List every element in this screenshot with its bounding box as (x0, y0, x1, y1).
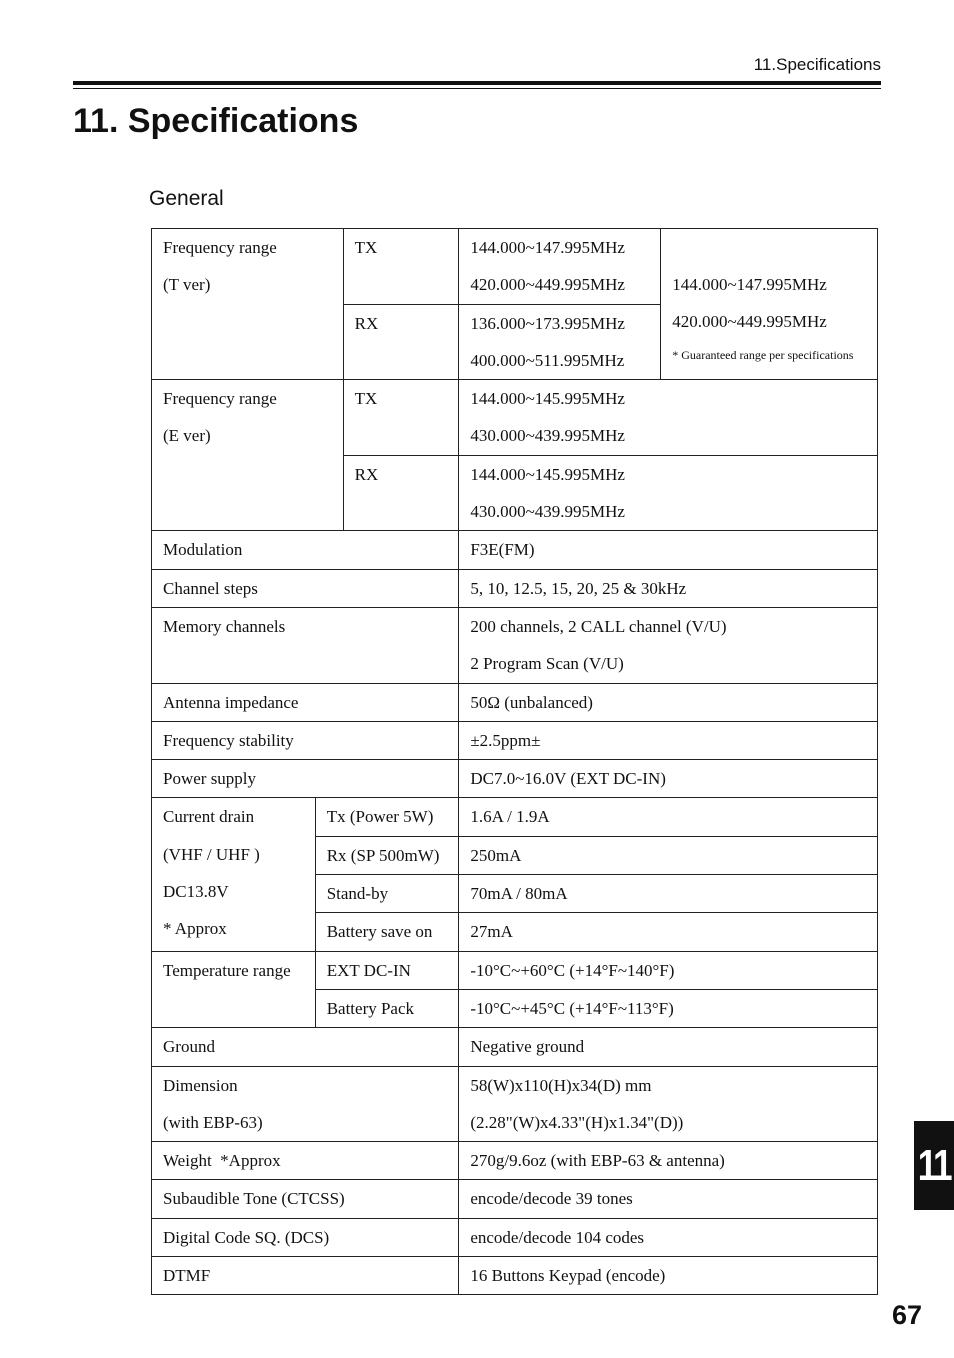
row-label (152, 607, 459, 683)
row-label (152, 1066, 459, 1142)
value-line: (2.28"(W)x4.33"(H)x1.34"(D)) (470, 1112, 684, 1132)
table-row (152, 1066, 878, 1142)
label-line: (E ver) (163, 426, 211, 446)
row-value (459, 683, 878, 721)
row-label (152, 531, 459, 569)
mode-text: Battery Pack (326, 998, 415, 1018)
value-text: DC7.0~16.0V (EXT DC-IN) (470, 769, 666, 789)
label-line: Frequency range (163, 389, 277, 409)
table-row (152, 531, 878, 569)
label-text: Modulation (163, 540, 243, 560)
row-value (459, 798, 878, 836)
row-value (459, 1142, 878, 1180)
row-value (459, 1180, 878, 1218)
table-row (152, 1028, 878, 1066)
label-text: Memory channels (163, 616, 286, 636)
label-text: Power supply (163, 769, 257, 789)
label-text: Weight *Approx (163, 1151, 281, 1171)
mode-cell (315, 798, 459, 836)
value-text: 70mA / 80mA (470, 884, 568, 904)
mode-text: Rx (SP 500mW) (326, 845, 440, 865)
row-value (459, 836, 878, 874)
value-text: -10°C~+60°C (+14°F~140°F) (470, 960, 675, 980)
table-row (152, 569, 878, 607)
row-value (459, 721, 878, 759)
rx-values (459, 455, 878, 531)
guaranteed-note: * Guaranteed range per specifications (672, 347, 854, 362)
label-line: (VHF / UHF ) (163, 844, 260, 864)
label-text: Subaudible Tone (CTCSS) (163, 1189, 345, 1209)
value-line: 144.000~147.995MHz (672, 275, 827, 294)
page-number: 67 (891, 1300, 922, 1330)
tx-values (459, 229, 661, 305)
rx-text: RX (354, 313, 379, 333)
row-label (152, 1028, 459, 1066)
value-line: 200 channels, 2 CALL channel (V/U) (470, 616, 727, 636)
value-line: 144.000~145.995MHz (470, 464, 625, 484)
label-text: Channel steps (163, 578, 258, 598)
rx-label (343, 304, 459, 380)
row-value (459, 1028, 878, 1066)
value-text: 1.6A / 1.9A (470, 807, 550, 827)
label-text: Antenna impedance (163, 692, 299, 712)
row-label (152, 1180, 459, 1218)
value-text: 250mA (470, 845, 522, 865)
value-line: 136.000~173.995MHz (470, 313, 625, 333)
row-value (459, 989, 878, 1027)
value-text: 5, 10, 12.5, 15, 20, 25 & 30kHz (470, 578, 687, 598)
row-value (459, 951, 878, 989)
row-label (152, 1257, 459, 1295)
row-value (459, 1066, 878, 1142)
label-text: DTMF (163, 1266, 211, 1286)
value-text: ±2.5ppm± (470, 730, 541, 750)
table-row (152, 721, 878, 759)
spacer-cell (315, 380, 343, 531)
tx-values (459, 380, 878, 456)
value-text: Negative ground (470, 1037, 585, 1057)
value-line: 58(W)x110(H)x34(D) mm (470, 1075, 652, 1095)
mode-cell (315, 951, 459, 989)
label-text: Temperature range (163, 960, 291, 980)
freq-e-label (152, 380, 316, 531)
value-text: 50Ω (unbalanced) (470, 692, 593, 712)
value-line: 144.000~145.995MHz (470, 389, 625, 409)
value-text: encode/decode 104 codes (470, 1227, 645, 1247)
value-line: 400.000~511.995MHz (470, 350, 625, 370)
tx-text: TX (354, 238, 378, 257)
label-line: Frequency range (163, 238, 277, 257)
value-text: 27mA (470, 922, 513, 942)
label-line: Current drain (163, 807, 255, 827)
label-line: Dimension (163, 1075, 238, 1095)
mode-text: Stand-by (326, 884, 389, 904)
row-label (152, 1218, 459, 1256)
current-label (152, 798, 316, 951)
row-label (152, 1142, 459, 1180)
section-title: General (149, 187, 224, 210)
mode-text: EXT DC-IN (326, 960, 411, 980)
label-line: (with EBP-63) (163, 1112, 263, 1132)
mode-text: Tx (Power 5W) (326, 807, 434, 827)
freq-t-label (152, 229, 316, 380)
table-row (152, 951, 878, 989)
mode-cell (315, 875, 459, 913)
tx-label (343, 229, 459, 305)
row-value (459, 569, 878, 607)
value-line: 2 Program Scan (V/U) (470, 654, 624, 674)
mode-cell (315, 913, 459, 951)
value-line: 430.000~439.995MHz (470, 426, 625, 446)
row-value (459, 875, 878, 913)
tx-label (343, 380, 459, 456)
value-text: F3E(FM) (470, 540, 535, 560)
value-text: -10°C~+45°C (+14°F~113°F) (470, 998, 674, 1018)
page-title: 11. Specifications (73, 102, 359, 140)
row-label (152, 721, 459, 759)
row-label (152, 760, 459, 798)
header-rule-thick (73, 81, 881, 85)
mode-cell (315, 989, 459, 1027)
row-value (459, 1257, 878, 1295)
table-row (152, 1218, 878, 1256)
label-line: (T ver) (163, 275, 211, 295)
rx-values (459, 304, 661, 380)
rx-text: RX (354, 464, 379, 484)
table-row (152, 607, 878, 683)
table-row (152, 798, 878, 836)
value-line: 430.000~439.995MHz (470, 502, 625, 522)
row-value (459, 1218, 878, 1256)
table-row (152, 229, 878, 305)
row-value (459, 760, 878, 798)
temperature-label (152, 951, 316, 1028)
table-row (152, 1142, 878, 1180)
chapter-tab: 11 (914, 1121, 954, 1210)
tx-text: TX (354, 389, 378, 409)
label-line: * Approx (163, 919, 227, 939)
spec-table (151, 228, 878, 1295)
row-value (459, 531, 878, 569)
table-row (152, 380, 878, 456)
value-text: 16 Buttons Keypad (encode) (470, 1266, 666, 1286)
row-value (459, 913, 878, 951)
running-header: 11.Specifications (753, 55, 881, 74)
value-line: 420.000~449.995MHz (470, 275, 625, 295)
row-value (459, 607, 878, 683)
value-line: 420.000~449.995MHz (672, 312, 827, 332)
row-label (152, 569, 459, 607)
label-text: Frequency stability (163, 730, 294, 750)
row-label (152, 683, 459, 721)
value-text: encode/decode 39 tones (470, 1189, 633, 1209)
mode-text: Battery save on (326, 922, 433, 942)
value-text: 270g/9.6oz (with EBP-63 & antenna) (470, 1151, 725, 1171)
header-rule-thin (73, 88, 881, 89)
table-row (152, 683, 878, 721)
label-text: Ground (163, 1037, 215, 1057)
rx-label (343, 455, 459, 531)
table-row (152, 760, 878, 798)
guaranteed-range (661, 229, 878, 380)
label-line: DC13.8V (163, 882, 229, 902)
table-row (152, 1180, 878, 1218)
spacer-cell (315, 229, 343, 380)
table-row (152, 1257, 878, 1295)
label-text: Digital Code SQ. (DCS) (163, 1227, 330, 1247)
value-line: 144.000~147.995MHz (470, 238, 625, 257)
mode-cell (315, 836, 459, 874)
